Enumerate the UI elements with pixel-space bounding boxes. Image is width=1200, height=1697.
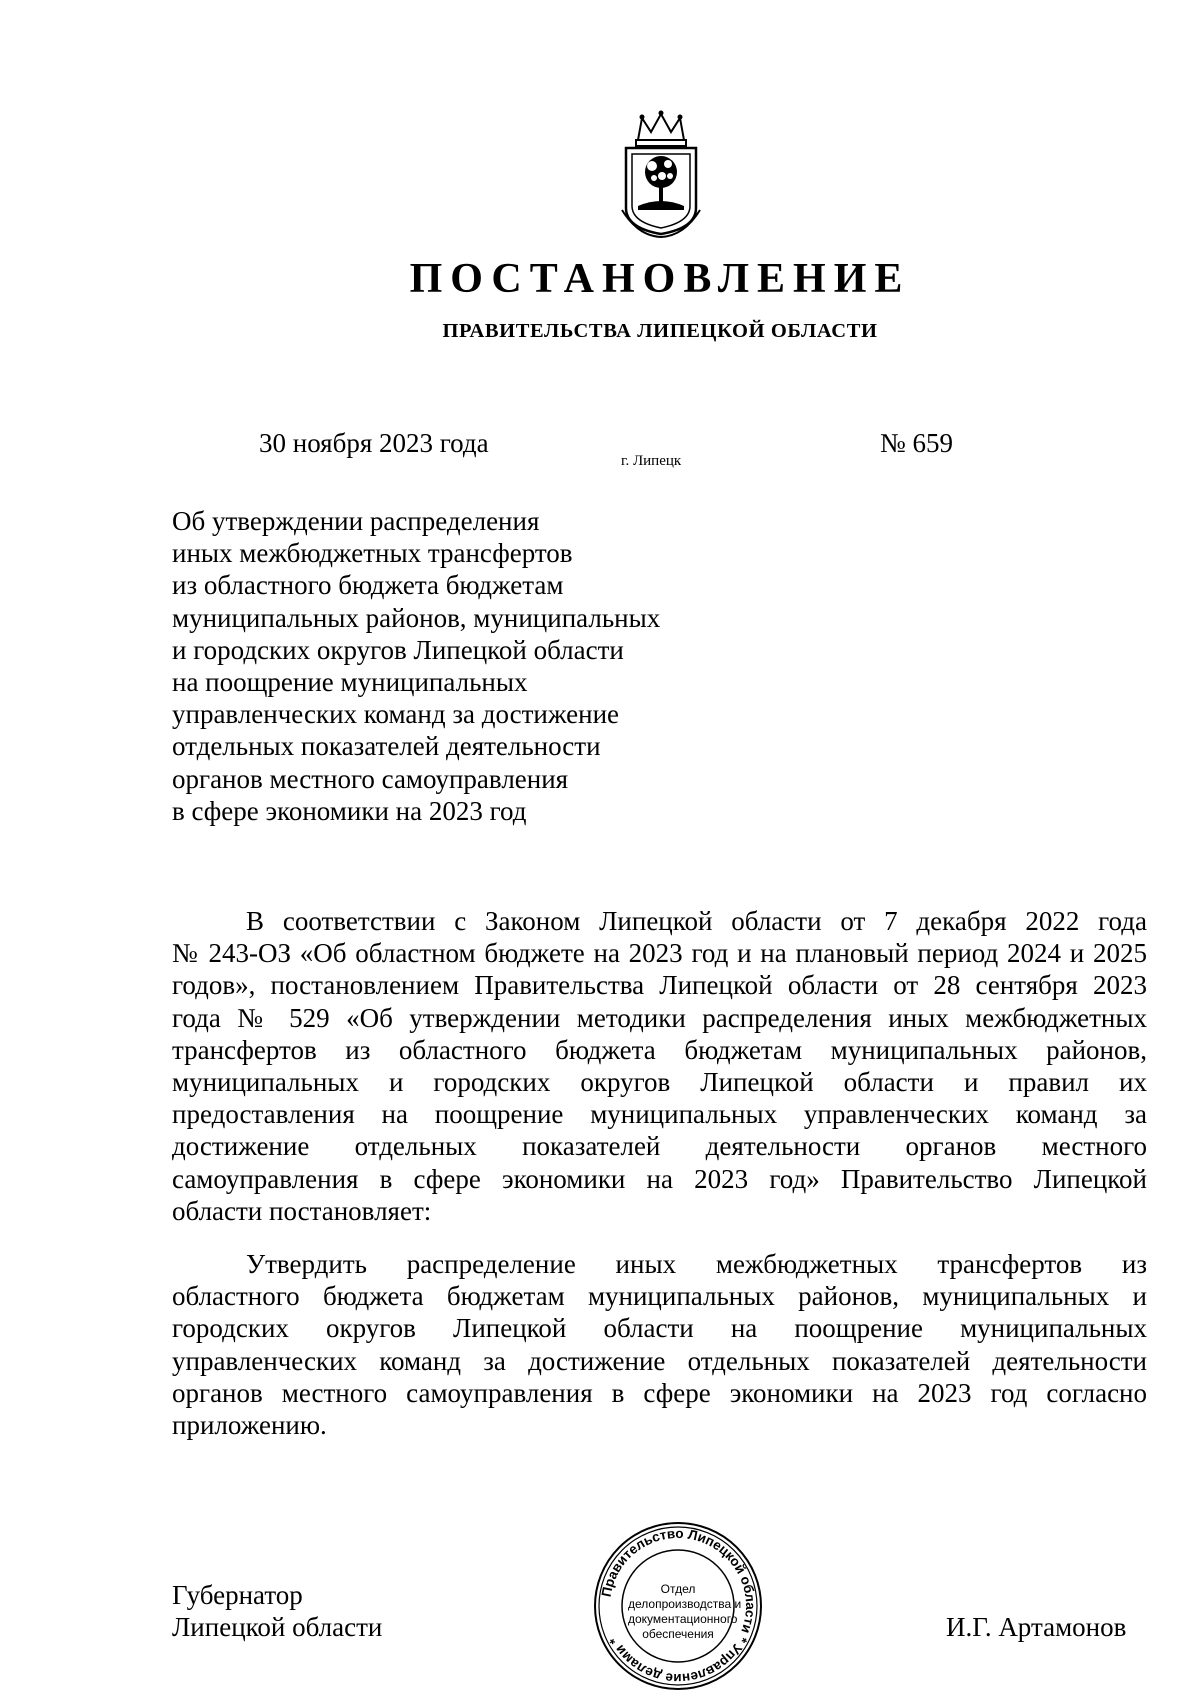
paragraph-line: Утвердить распределение иных межбюджетных трансфертов из bbox=[246, 1249, 1147, 1279]
signer-name: И.Г. Артамонов bbox=[946, 1612, 1127, 1642]
heading-line: муниципальных районов, муниципальных bbox=[172, 602, 661, 633]
document-title: ПОСТАНОВЛЕНИЕ bbox=[409, 256, 911, 302]
paragraph-line: года № 529 «Об утверждении методики распределения иных межбюджетных bbox=[172, 1002, 1147, 1033]
paragraph-line: управленческих команд за достижение отдельных показателей деятельности bbox=[172, 1345, 1147, 1376]
seal-line: делопроизводства и bbox=[628, 1597, 742, 1611]
heading-line: из областного бюджета бюджетам bbox=[172, 570, 564, 601]
seal-line: документационного bbox=[628, 1612, 738, 1626]
coat-of-arms-icon bbox=[618, 110, 704, 238]
signer-position-line: Липецкой области bbox=[172, 1612, 383, 1643]
paragraph-line: самоуправления в сфере экономики на 2023 год» Правительство Липецкой bbox=[172, 1163, 1147, 1194]
document-subtitle: ПРАВИТЕЛЬСТВА ЛИПЕЦКОЙ ОБЛАСТИ bbox=[442, 320, 878, 342]
seal-center-text bbox=[628, 1582, 742, 1642]
document-city: г. Липецк bbox=[621, 453, 682, 469]
heading-line: Об утверждении распределения bbox=[172, 506, 540, 536]
paragraph-line: области постановляет: bbox=[172, 1195, 432, 1226]
paragraph-line: городских округов Липецкой области на поощрение муниципальных bbox=[172, 1313, 1147, 1344]
heading-line: на поощрение муниципальных bbox=[172, 667, 528, 698]
body-paragraph-1 bbox=[172, 905, 1147, 1227]
paragraph-line: предоставления на поощрение муниципальных управленческих команд за bbox=[172, 1099, 1147, 1130]
paragraph-line: приложению. bbox=[172, 1409, 327, 1440]
signer-position-line: Губернатор bbox=[172, 1580, 303, 1610]
paragraph-line: В соответствии с Законом Липецкой области от 7 декабря 2022 года bbox=[246, 906, 1147, 936]
paragraph-line: годов», постановлением Правительства Липецкой области от 28 сентября 2023 bbox=[172, 970, 1147, 1001]
seal-line: обеспечения bbox=[642, 1627, 714, 1641]
heading-line: и городских округов Липецкой области bbox=[172, 634, 624, 665]
heading-line: в сфере экономики на 2023 год bbox=[172, 795, 527, 826]
heading-line: органов местного самоуправления bbox=[172, 763, 569, 794]
paragraph-line: органов местного самоуправления в сфере экономики на 2023 год согласно bbox=[172, 1377, 1147, 1408]
paragraph-line: областного бюджета бюджетам муниципальных районов, муниципальных и bbox=[172, 1281, 1147, 1312]
signer-position bbox=[172, 1579, 382, 1643]
paragraph-line: № 243-ОЗ «Об областном бюджете на 2023 год и на плановый период 2024 и 2025 bbox=[172, 938, 1147, 969]
paragraph-line: достижение отдельных показателей деятельности органов местного bbox=[172, 1131, 1147, 1162]
seal-outer-text: Правительство Липецкой области * Управление делами * bbox=[598, 1525, 759, 1687]
heading-line: отдельных показателей деятельности bbox=[172, 731, 601, 762]
heading-line: управленческих команд за достижение bbox=[172, 699, 620, 730]
body-paragraph-2 bbox=[172, 1248, 1147, 1441]
paragraph-line: муниципальных и городских округов Липецкой области и правил их bbox=[172, 1066, 1147, 1097]
document-number: № 659 bbox=[880, 428, 954, 458]
paragraph-line: трансфертов из областного бюджета бюджетам муниципальных районов, bbox=[172, 1034, 1147, 1065]
seal-line: Отдел bbox=[660, 1582, 696, 1596]
document-heading bbox=[172, 505, 732, 827]
document-date: 30 ноября 2023 года bbox=[259, 428, 489, 458]
heading-line: иных межбюджетных трансфертов bbox=[172, 538, 573, 569]
